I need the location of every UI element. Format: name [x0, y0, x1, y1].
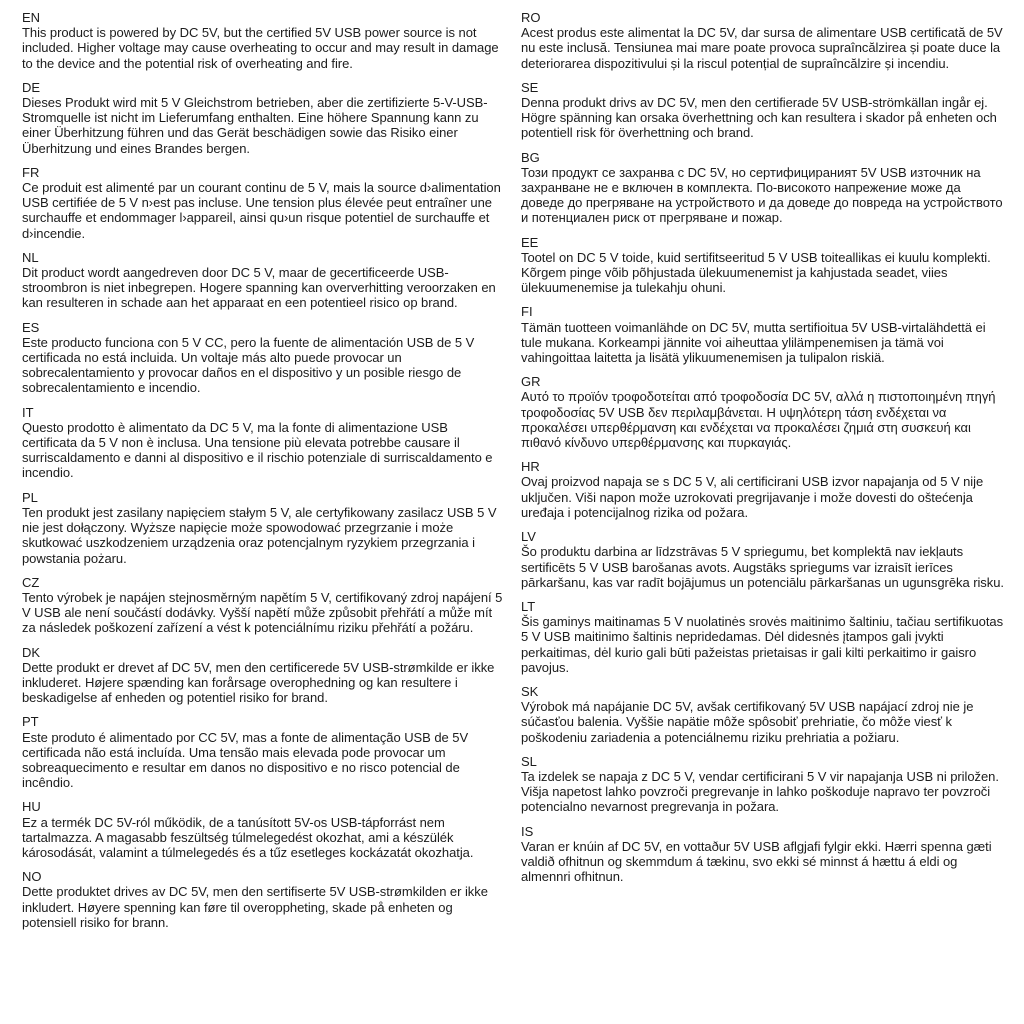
language-section-it	[22, 405, 505, 481]
language-text: Dette produktet drives av DC 5V, men den sertifiserte 5V USB-strømkilden er ikke inkludert. Høyere spenning kan føre til overoppheting, skade på enheten og potensiell risiko for brann.	[22, 884, 488, 930]
language-text: Dette produkt er drevet af DC 5V, men den certificerede 5V USB-strømkilde er ikke inkluderet. Højere spænding kan forårsage overophedning og kan resultere i beskadigelse af enheden og potentiel risiko for brand.	[22, 659, 495, 706]
language-text: This product is powered by DC 5V, but the certified 5V USB power source is not included. Higher voltage may cause overheating to occur and may result in damage to the device and the potential risk of overheating and fire.	[22, 25, 499, 71]
language-section-hu	[22, 799, 505, 860]
language-code: EE	[521, 234, 539, 250]
language-text: Ten produkt jest zasilany napięciem stałym 5 V, ale certyfikowany zasilacz USB 5 V nie jest dołączony. Wyższe napięcie może spowodować przegrzanie i może skutkować uszkodzeniem urządzenia oraz potencjalnym ryzykiem przegrzania i powstania pożaru.	[22, 504, 497, 566]
language-text: Questo prodotto è alimentato da DC 5 V, ma la fonte di alimentazione USB certificata da 5 V non è inclusa. Una tensione più elevata potrebbe causare il surriscaldamento e danni al dispositivo e il rischio potenziale di surriscaldamento e incendio.	[22, 419, 493, 481]
language-text: Αυτό το προϊόν τροφοδοτείται από τροφοδοσία DC 5V, αλλά η πιστοποιημένη πηγή τροφοδοσίας 5V USB δεν περιλαμβάνεται. Η υψηλότερη τάση ενδέχεται να προκαλέσει υπερθέρμανση και ενδέχεται να προκαλέσει ζημιά στη συσκευή και πιθανό κίνδυνο υπερθέρμανσης και πυρκαγιάς.	[521, 389, 996, 451]
language-section-dk	[22, 645, 505, 706]
language-text: Ta izdelek se napaja z DC 5 V, vendar certificirani 5 V vir napajanja USB ni priložen. Višja napetost lahko povzroči pregrevanje in lahko poškoduje napravo ter povzroči potencialno nevarnost pregrevanja in požara.	[521, 768, 999, 815]
language-code: NO	[22, 869, 42, 885]
language-code: LT	[521, 598, 536, 614]
language-code: IT	[22, 404, 34, 420]
language-section-sk	[521, 684, 1004, 745]
language-text: Tootel on DC 5 V toide, kuid sertifitseeritud 5 V USB toiteallikas ei kuulu komplekti. Kõrgem pinge võib põhjustada ülekuumenemist ja kahjustada seadet, viies ülekuumenemise ja tulekahju ohuni.	[521, 249, 991, 296]
language-code: BG	[521, 149, 540, 165]
language-text: Varan er knúin af DC 5V, en vottaður 5V USB aflgjafi fylgir ekki. Hærri spenna gæti valdið ofhitnun og skemmdum á tækinu, svo ekki sé minnst á hættu á eldi og almennri ofhitnun.	[521, 838, 992, 885]
language-section-se	[521, 80, 1004, 141]
language-code: DK	[22, 644, 41, 660]
language-section-hr	[521, 459, 1004, 520]
language-code: SK	[521, 683, 539, 699]
language-section-is	[521, 824, 1004, 885]
language-section-pt	[22, 714, 505, 790]
language-section-en	[22, 10, 505, 71]
left-column	[22, 10, 505, 939]
language-section-sl	[521, 754, 1004, 815]
language-section-ro	[521, 10, 1004, 71]
language-section-no	[22, 869, 505, 930]
language-text: Denna produkt drivs av DC 5V, men den certifierade 5V USB-strömkällan ingår ej. Högre spänning kan orsaka överhettning och kan resultera i skador på enheten och potentiell risk för överhettning och brand.	[521, 95, 997, 141]
language-text: Ovaj proizvod napaja se s DC 5 V, ali certificirani USB izvor napajanja od 5 V nije uključen. Viši napon može uzrokovati pregrijavanje i može dovesti do oštećenja uređaja i potencijalnog rizika od požara.	[521, 474, 984, 520]
language-code: FI	[521, 304, 533, 320]
language-section-lv	[521, 529, 1004, 590]
language-code: PL	[22, 489, 38, 505]
language-code: HU	[22, 799, 41, 815]
language-code: NL	[22, 249, 39, 265]
language-section-lt	[521, 599, 1004, 675]
language-code: GR	[521, 374, 541, 390]
language-text: Tento výrobek je napájen stejnosměrným napětím 5 V, certifikovaný zdroj napájení 5 V USB ale není součástí dodávky. Vyšší napětí může způsobit přehřátí a může mít za následek poškození zařízení a vést k potenciálnímu riziku přehřátí a požáru.	[22, 589, 503, 636]
language-section-fi	[521, 304, 1004, 365]
language-section-pl	[22, 490, 505, 566]
language-section-bg	[521, 150, 1004, 226]
language-section-gr	[521, 374, 1004, 450]
language-code: LV	[521, 529, 536, 545]
language-text: Este producto funciona con 5 V CC, pero la fuente de alimentación USB de 5 V certificada no está incluida. Un voltaje más alto puede provocar un sobrecalentamiento y provocar daños en el dispositivo y un posible riesgo de sobrecalentamiento e incendio.	[22, 334, 475, 396]
right-column	[521, 10, 1004, 939]
language-text: Šo produktu darbina ar līdzstrāvas 5 V spriegumu, bet komplektā nav iekļauts sertificēts 5 V USB barošanas avots. Augstāks spriegums var izraisīt ierīces pārkaršanu, kas var radīt bojājumus un potenciālu pārkaršanas un ugunsgrēka risku.	[521, 544, 1004, 590]
language-code: EN	[22, 10, 41, 25]
language-code: PT	[22, 714, 39, 730]
language-code: FR	[22, 164, 40, 180]
language-code: IS	[521, 823, 534, 839]
language-text: Този продукт се захранва с DC 5V, но сертифицираният 5V USB източник на захранване не е включен в комплекта. По-високото напрежение може да доведе до прегряване на устройството и да доведе до повреда на устройството и потенциален риск от прегряване и пожар.	[521, 164, 1003, 226]
language-text: Este produto é alimentado por CC 5V, mas a fonte de alimentação USB de 5V certificada não está incluída. Uma tensão mais elevada pode provocar um sobreaquecimento e resultar em danos no dispositivo e no risco potencial de incêndio.	[22, 729, 469, 791]
language-text: Dieses Produkt wird mit 5 V Gleichstrom betrieben, aber die zertifizierte 5-V-USB-Stromquelle ist nicht im Lieferumfang enthalten. Eine höhere Spannung kann zu einer Überhitzung führen und das Gerät beschädigen sowie das Risiko einer Überhitzung und eines Brandes bergen.	[22, 95, 488, 156]
language-code: HR	[521, 459, 540, 475]
language-code: SL	[521, 753, 537, 769]
language-text: Dit product wordt aangedreven door DC 5 V, maar de gecertificeerde USB-stroombron is niet inbegrepen. Hogere spanning kan oververhitting veroorzaken en kan resulteren in schade aan het apparaat en een potentieel risico op brand.	[22, 265, 496, 311]
language-code: SE	[521, 79, 539, 95]
language-section-de	[22, 80, 505, 156]
language-section-ee	[521, 235, 1004, 296]
language-section-es	[22, 320, 505, 396]
language-section-fr	[22, 165, 505, 241]
language-text: Ez a termék DC 5V-ról működik, de a tanúsított 5V-os USB-tápforrást nem tartalmazza. A magasabb feszültség túlmelegedést okozhat, ami a készülék károsodását, valamint a túlmelegedés és a tűz esetleges kockázatát okozhatja.	[22, 814, 474, 860]
language-code: DE	[22, 79, 41, 95]
language-code: RO	[521, 10, 541, 25]
language-text: Ce produit est alimenté par un courant continu de 5 V, mais la source d›alimentation USB certifiée de 5 V n›est pas incluse. Une tension plus élevée peut entraîner une surchauffe et endommager l›appareil, ainsi qu›un risque potentiel de surchauffe et d›incendie.	[22, 180, 501, 241]
language-section-nl	[22, 250, 505, 311]
language-code: ES	[22, 319, 40, 335]
language-text: Výrobok má napájanie DC 5V, avšak certifikovaný 5V USB napájací zdroj nie je súčasťou balenia. Vyššie napätie môže spôsobiť prehriatie, čo môže viesť k poškodeniu zariadenia a potenciálnemu riziku prehriatia a požiaru.	[521, 699, 974, 745]
language-text: Acest produs este alimentat la DC 5V, dar sursa de alimentare USB certificată de 5V nu este inclusă. Tensiunea mai mare poate provoca supraîncălzirea și poate duce la deteriorarea dispozitivului și la riscul potențial de supraîncălzire și incendiu.	[521, 25, 1003, 71]
language-text: Šis gaminys maitinamas 5 V nuolatinės srovės maitinimo šaltiniu, tačiau sertifikuotas 5 V USB maitinimo šaltinis nepridedamas. Dėl didesnės įtampos gali įvykti perkaitimas, dėl kurio gali būti pažeistas prietaisas ir gali kilti perkaitimo ir gaisro pavojus.	[521, 614, 1004, 675]
language-text: Tämän tuotteen voimanlähde on DC 5V, mutta sertifioitua 5V USB-virtalähdettä ei tule mukana. Korkeampi jännite voi aiheuttaa ylilämpenemisen ja tämä voi vahingoittaa laitetta ja lisätä ylikuumenemisen ja tulipalon riskiä.	[521, 319, 986, 366]
language-section-cz	[22, 575, 505, 636]
language-code: CZ	[22, 574, 40, 590]
